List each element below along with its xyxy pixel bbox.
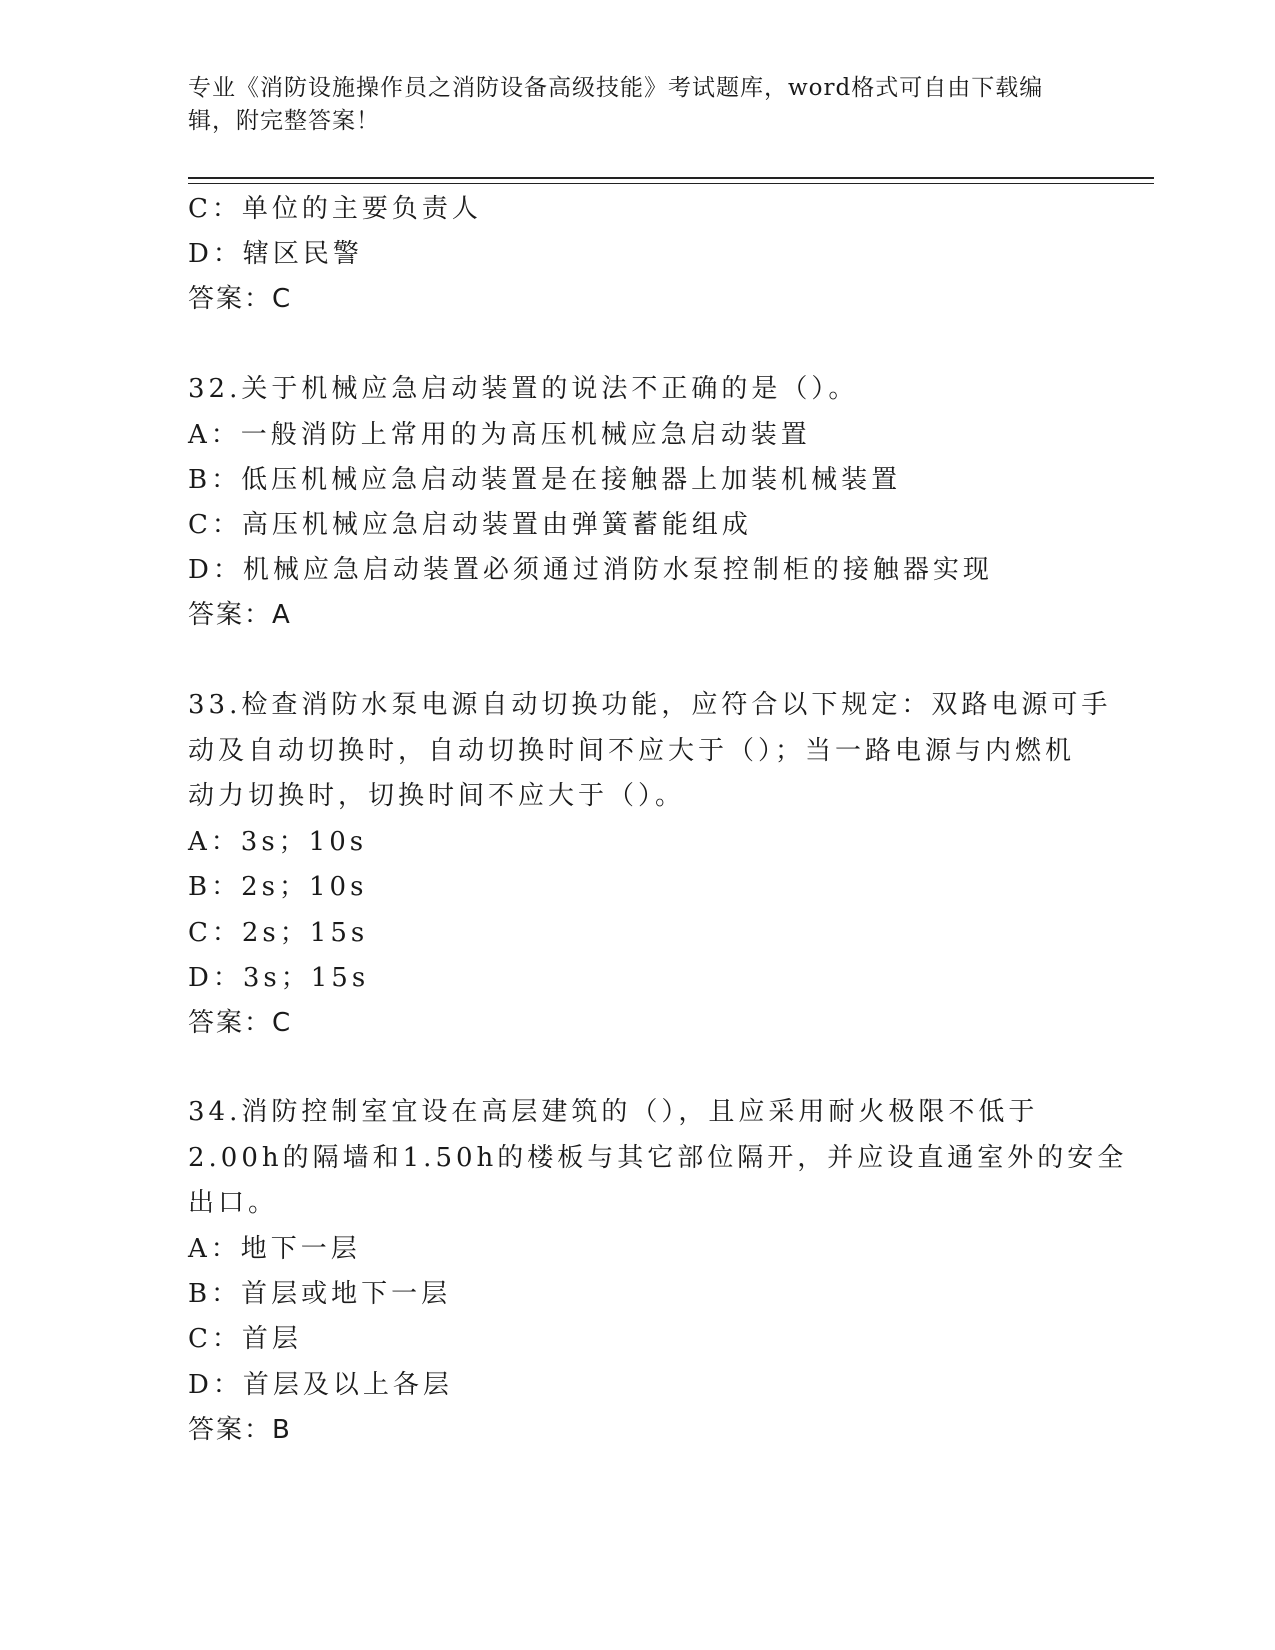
- question-34-stem-line-2: 2.00h的隔墙和1.50h的楼板与其它部位隔开，并应设直通室外的安全: [188, 1143, 1128, 1173]
- question-32-option-d: D：机械应急启动装置必须通过消防水泵控制柜的接触器实现: [188, 555, 993, 585]
- question-34-option-b: B：首层或地下一层: [188, 1279, 452, 1309]
- header-line-2: 辑，附完整答案！: [188, 108, 380, 134]
- question-32-option-b: B：低压机械应急启动装置是在接触器上加装机械装置: [188, 465, 902, 495]
- question-33-stem-line-1: 33.检查消防水泵电源自动切换功能，应符合以下规定：双路电源可手: [188, 690, 1112, 720]
- question-33-stem-line-2: 动及自动切换时，自动切换时间不应大于（）；当一路电源与内燃机: [188, 736, 1076, 766]
- question-33-answer: 答案：C: [188, 1008, 293, 1038]
- header-divider-thin: [188, 183, 1154, 184]
- answer-line: 答案：C: [188, 284, 293, 314]
- question-33-stem-line-3: 动力切换时，切换时间不应大于（）。: [188, 781, 686, 811]
- question-34-stem-line-3: 出口。: [188, 1188, 279, 1218]
- document-header: [188, 72, 1088, 138]
- question-33-option-d: D：3s；15s: [188, 963, 370, 993]
- question-34-option-a: A：地下一层: [188, 1234, 361, 1264]
- question-34-option-d: D：首层及以上各层: [188, 1370, 453, 1400]
- question-32-option-a: A：一般消防上常用的为高压机械应急启动装置: [188, 420, 811, 450]
- option-d: D：辖区民警: [188, 239, 363, 269]
- question-33-option-b: B：2s；10s: [188, 872, 368, 902]
- question-34-option-c: C：首层: [188, 1324, 302, 1354]
- question-33-option-c: C：2s；15s: [188, 918, 369, 948]
- question-33-option-a: A：3s；10s: [188, 827, 368, 857]
- question-34-answer: 答案：B: [188, 1415, 292, 1445]
- header-divider-thick: [188, 177, 1154, 179]
- option-c: C：单位的主要负责人: [188, 194, 482, 224]
- question-32-answer: 答案：A: [188, 600, 292, 630]
- header-line-1: 专业《消防设施操作员之消防设备高级技能》考试题库，word格式可自由下载编: [188, 75, 1044, 101]
- question-32-stem: 32.关于机械应急启动装置的说法不正确的是（）。: [188, 374, 859, 404]
- question-32-option-c: C：高压机械应急启动装置由弹簧蓄能组成: [188, 510, 752, 540]
- question-34-stem-line-1: 34.消防控制室宜设在高层建筑的（），且应采用耐火极限不低于: [188, 1097, 1039, 1127]
